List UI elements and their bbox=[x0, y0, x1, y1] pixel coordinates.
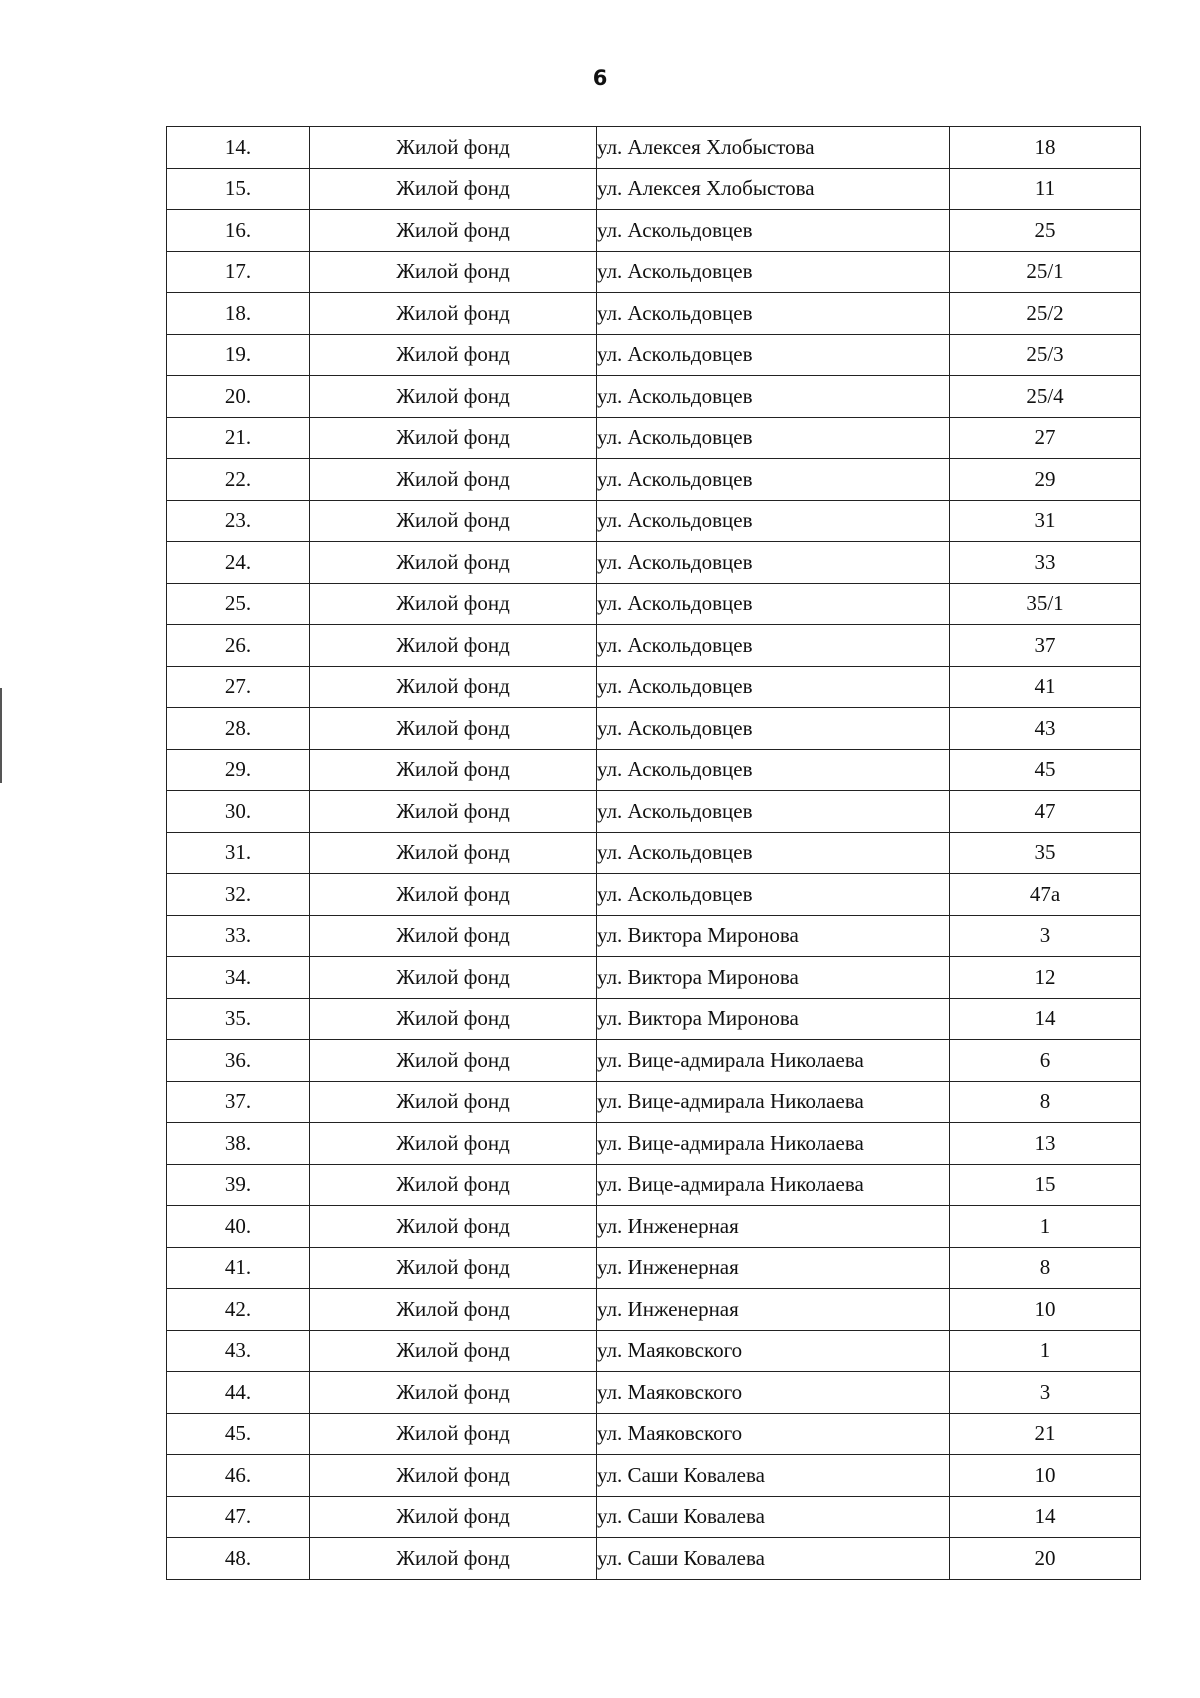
street-cell: ул. Аскольдовцев bbox=[597, 251, 950, 293]
row-number-cell: 39. bbox=[167, 1164, 310, 1206]
house-number-cell: 8 bbox=[950, 1247, 1141, 1289]
row-number-cell: 44. bbox=[167, 1372, 310, 1414]
table-row bbox=[167, 749, 1141, 791]
street-cell: ул. Саши Ковалева bbox=[597, 1496, 950, 1538]
object-type-cell: Жилой фонд bbox=[310, 417, 597, 459]
table-row bbox=[167, 542, 1141, 584]
house-number-cell: 6 bbox=[950, 1040, 1141, 1082]
street-cell: ул. Инженерная bbox=[597, 1206, 950, 1248]
house-number-cell: 25/1 bbox=[950, 251, 1141, 293]
house-number-cell: 3 bbox=[950, 1372, 1141, 1414]
row-number-cell: 21. bbox=[167, 417, 310, 459]
street-cell: ул. Аскольдовцев bbox=[597, 210, 950, 252]
house-number-cell: 37 bbox=[950, 625, 1141, 667]
street-cell: ул. Аскольдовцев bbox=[597, 749, 950, 791]
row-number-cell: 48. bbox=[167, 1538, 310, 1580]
street-cell: ул. Виктора Миронова bbox=[597, 998, 950, 1040]
street-cell: ул. Аскольдовцев bbox=[597, 459, 950, 501]
table-row bbox=[167, 957, 1141, 999]
row-number-cell: 24. bbox=[167, 542, 310, 584]
street-cell: ул. Инженерная bbox=[597, 1289, 950, 1331]
object-type-cell: Жилой фонд bbox=[310, 1123, 597, 1165]
table-row bbox=[167, 874, 1141, 916]
street-cell: ул. Аскольдовцев bbox=[597, 708, 950, 750]
table-row bbox=[167, 500, 1141, 542]
table-row bbox=[167, 708, 1141, 750]
house-number-cell: 11 bbox=[950, 168, 1141, 210]
street-cell: ул. Аскольдовцев bbox=[597, 583, 950, 625]
row-number-cell: 36. bbox=[167, 1040, 310, 1082]
row-number-cell: 22. bbox=[167, 459, 310, 501]
table-row bbox=[167, 376, 1141, 418]
row-number-cell: 47. bbox=[167, 1496, 310, 1538]
street-cell: ул. Маяковского bbox=[597, 1330, 950, 1372]
house-number-cell: 1 bbox=[950, 1206, 1141, 1248]
object-type-cell: Жилой фонд bbox=[310, 583, 597, 625]
object-type-cell: Жилой фонд bbox=[310, 915, 597, 957]
table-row bbox=[167, 1372, 1141, 1414]
street-cell: ул. Вице-адмирала Николаева bbox=[597, 1040, 950, 1082]
row-number-cell: 30. bbox=[167, 791, 310, 833]
object-type-cell: Жилой фонд bbox=[310, 749, 597, 791]
object-type-cell: Жилой фонд bbox=[310, 708, 597, 750]
house-number-cell: 21 bbox=[950, 1413, 1141, 1455]
object-type-cell: Жилой фонд bbox=[310, 334, 597, 376]
object-type-cell: Жилой фонд bbox=[310, 1247, 597, 1289]
object-type-cell: Жилой фонд bbox=[310, 666, 597, 708]
house-number-cell: 25/3 bbox=[950, 334, 1141, 376]
house-number-cell: 10 bbox=[950, 1455, 1141, 1497]
table-row bbox=[167, 666, 1141, 708]
row-number-cell: 32. bbox=[167, 874, 310, 916]
row-number-cell: 31. bbox=[167, 832, 310, 874]
row-number-cell: 29. bbox=[167, 749, 310, 791]
street-cell: ул. Алексея Хлобыстова bbox=[597, 127, 950, 169]
row-number-cell: 37. bbox=[167, 1081, 310, 1123]
street-cell: ул. Вице-адмирала Николаева bbox=[597, 1164, 950, 1206]
row-number-cell: 46. bbox=[167, 1455, 310, 1497]
row-number-cell: 25. bbox=[167, 583, 310, 625]
object-type-cell: Жилой фонд bbox=[310, 376, 597, 418]
table-row bbox=[167, 1164, 1141, 1206]
table-row bbox=[167, 1206, 1141, 1248]
street-cell: ул. Инженерная bbox=[597, 1247, 950, 1289]
row-number-cell: 16. bbox=[167, 210, 310, 252]
table-row bbox=[167, 168, 1141, 210]
street-cell: ул. Аскольдовцев bbox=[597, 625, 950, 667]
object-type-cell: Жилой фонд bbox=[310, 500, 597, 542]
row-number-cell: 42. bbox=[167, 1289, 310, 1331]
row-number-cell: 15. bbox=[167, 168, 310, 210]
object-type-cell: Жилой фонд bbox=[310, 1496, 597, 1538]
house-number-cell: 1 bbox=[950, 1330, 1141, 1372]
row-number-cell: 26. bbox=[167, 625, 310, 667]
street-cell: ул. Вице-адмирала Николаева bbox=[597, 1081, 950, 1123]
table-row bbox=[167, 127, 1141, 169]
table-row bbox=[167, 251, 1141, 293]
object-type-cell: Жилой фонд bbox=[310, 127, 597, 169]
street-cell: ул. Саши Ковалева bbox=[597, 1455, 950, 1497]
street-cell: ул. Аскольдовцев bbox=[597, 500, 950, 542]
street-cell: ул. Алексея Хлобыстова bbox=[597, 168, 950, 210]
table-row bbox=[167, 334, 1141, 376]
house-number-cell: 35 bbox=[950, 832, 1141, 874]
row-number-cell: 23. bbox=[167, 500, 310, 542]
object-type-cell: Жилой фонд bbox=[310, 1455, 597, 1497]
house-number-cell: 14 bbox=[950, 998, 1141, 1040]
object-type-cell: Жилой фонд bbox=[310, 832, 597, 874]
row-number-cell: 28. bbox=[167, 708, 310, 750]
row-number-cell: 19. bbox=[167, 334, 310, 376]
table-row bbox=[167, 791, 1141, 833]
address-table-body bbox=[167, 127, 1141, 1580]
table-row bbox=[167, 832, 1141, 874]
object-type-cell: Жилой фонд bbox=[310, 957, 597, 999]
object-type-cell: Жилой фонд bbox=[310, 1538, 597, 1580]
object-type-cell: Жилой фонд bbox=[310, 1289, 597, 1331]
object-type-cell: Жилой фонд bbox=[310, 1164, 597, 1206]
house-number-cell: 25/4 bbox=[950, 376, 1141, 418]
house-number-cell: 27 bbox=[950, 417, 1141, 459]
table-row bbox=[167, 1455, 1141, 1497]
house-number-cell: 47 bbox=[950, 791, 1141, 833]
house-number-cell: 25 bbox=[950, 210, 1141, 252]
row-number-cell: 34. bbox=[167, 957, 310, 999]
street-cell: ул. Аскольдовцев bbox=[597, 666, 950, 708]
table-row bbox=[167, 583, 1141, 625]
street-cell: ул. Вице-адмирала Николаева bbox=[597, 1123, 950, 1165]
street-cell: ул. Аскольдовцев bbox=[597, 791, 950, 833]
street-cell: ул. Аскольдовцев bbox=[597, 334, 950, 376]
house-number-cell: 18 bbox=[950, 127, 1141, 169]
street-cell: ул. Маяковского bbox=[597, 1413, 950, 1455]
object-type-cell: Жилой фонд bbox=[310, 874, 597, 916]
table-row bbox=[167, 1496, 1141, 1538]
row-number-cell: 45. bbox=[167, 1413, 310, 1455]
table-row bbox=[167, 1040, 1141, 1082]
street-cell: ул. Виктора Миронова bbox=[597, 915, 950, 957]
table-row bbox=[167, 1289, 1141, 1331]
street-cell: ул. Аскольдовцев bbox=[597, 417, 950, 459]
house-number-cell: 8 bbox=[950, 1081, 1141, 1123]
table-row bbox=[167, 210, 1141, 252]
address-table bbox=[166, 126, 1141, 1580]
table-row bbox=[167, 625, 1141, 667]
table-row bbox=[167, 1123, 1141, 1165]
row-number-cell: 43. bbox=[167, 1330, 310, 1372]
house-number-cell: 12 bbox=[950, 957, 1141, 999]
table-row bbox=[167, 998, 1141, 1040]
object-type-cell: Жилой фонд bbox=[310, 1372, 597, 1414]
house-number-cell: 20 bbox=[950, 1538, 1141, 1580]
row-number-cell: 38. bbox=[167, 1123, 310, 1165]
street-cell: ул. Саши Ковалева bbox=[597, 1538, 950, 1580]
house-number-cell: 35/1 bbox=[950, 583, 1141, 625]
object-type-cell: Жилой фонд bbox=[310, 1413, 597, 1455]
table-row bbox=[167, 1413, 1141, 1455]
street-cell: ул. Аскольдовцев bbox=[597, 874, 950, 916]
house-number-cell: 41 bbox=[950, 666, 1141, 708]
row-number-cell: 18. bbox=[167, 293, 310, 335]
row-number-cell: 14. bbox=[167, 127, 310, 169]
object-type-cell: Жилой фонд bbox=[310, 251, 597, 293]
table-row bbox=[167, 1330, 1141, 1372]
row-number-cell: 27. bbox=[167, 666, 310, 708]
page-number: 6 bbox=[592, 66, 608, 90]
object-type-cell: Жилой фонд bbox=[310, 1206, 597, 1248]
house-number-cell: 29 bbox=[950, 459, 1141, 501]
house-number-cell: 47а bbox=[950, 874, 1141, 916]
street-cell: ул. Аскольдовцев bbox=[597, 542, 950, 584]
object-type-cell: Жилой фонд bbox=[310, 168, 597, 210]
row-number-cell: 33. bbox=[167, 915, 310, 957]
table-row bbox=[167, 293, 1141, 335]
house-number-cell: 45 bbox=[950, 749, 1141, 791]
object-type-cell: Жилой фонд bbox=[310, 459, 597, 501]
house-number-cell: 15 bbox=[950, 1164, 1141, 1206]
table-row bbox=[167, 1538, 1141, 1580]
table-row bbox=[167, 459, 1141, 501]
house-number-cell: 14 bbox=[950, 1496, 1141, 1538]
house-number-cell: 31 bbox=[950, 500, 1141, 542]
table-row bbox=[167, 915, 1141, 957]
object-type-cell: Жилой фонд bbox=[310, 791, 597, 833]
row-number-cell: 20. bbox=[167, 376, 310, 418]
scan-edge-mark bbox=[0, 688, 2, 783]
table-row bbox=[167, 417, 1141, 459]
house-number-cell: 10 bbox=[950, 1289, 1141, 1331]
street-cell: ул. Виктора Миронова bbox=[597, 957, 950, 999]
object-type-cell: Жилой фонд bbox=[310, 625, 597, 667]
house-number-cell: 13 bbox=[950, 1123, 1141, 1165]
table-row bbox=[167, 1081, 1141, 1123]
house-number-cell: 33 bbox=[950, 542, 1141, 584]
object-type-cell: Жилой фонд bbox=[310, 542, 597, 584]
object-type-cell: Жилой фонд bbox=[310, 998, 597, 1040]
street-cell: ул. Аскольдовцев bbox=[597, 832, 950, 874]
row-number-cell: 35. bbox=[167, 998, 310, 1040]
house-number-cell: 3 bbox=[950, 915, 1141, 957]
row-number-cell: 17. bbox=[167, 251, 310, 293]
row-number-cell: 40. bbox=[167, 1206, 310, 1248]
street-cell: ул. Аскольдовцев bbox=[597, 376, 950, 418]
house-number-cell: 25/2 bbox=[950, 293, 1141, 335]
object-type-cell: Жилой фонд bbox=[310, 1081, 597, 1123]
table-row bbox=[167, 1247, 1141, 1289]
street-cell: ул. Аскольдовцев bbox=[597, 293, 950, 335]
street-cell: ул. Маяковского bbox=[597, 1372, 950, 1414]
object-type-cell: Жилой фонд bbox=[310, 1330, 597, 1372]
object-type-cell: Жилой фонд bbox=[310, 210, 597, 252]
object-type-cell: Жилой фонд bbox=[310, 1040, 597, 1082]
object-type-cell: Жилой фонд bbox=[310, 293, 597, 335]
house-number-cell: 43 bbox=[950, 708, 1141, 750]
row-number-cell: 41. bbox=[167, 1247, 310, 1289]
